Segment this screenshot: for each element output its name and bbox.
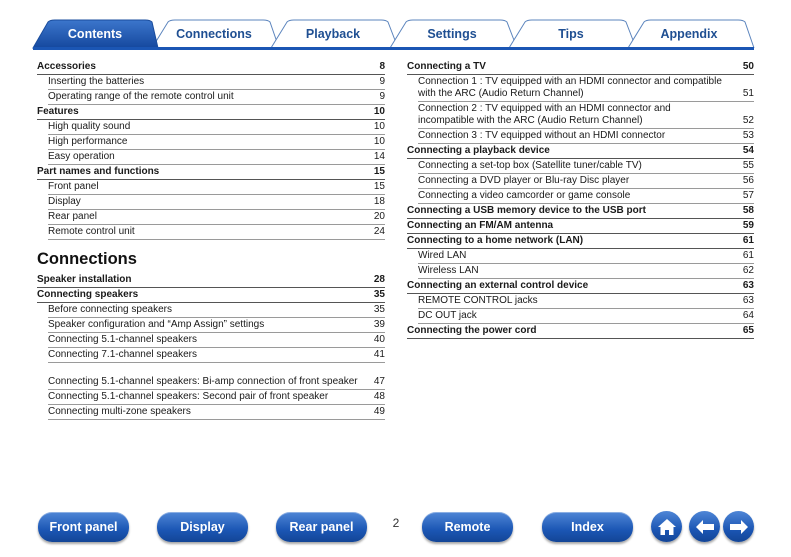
toc-subitem-link[interactable] [48,195,385,210]
index-button[interactable]: Index [542,512,633,542]
toc-subitem-link[interactable] [48,120,385,135]
toc-page-number: 40 [373,334,385,345]
toc-group-connections [37,273,385,420]
toc-entry-title: Connecting a DVD player or Blu-ray Disc player [418,175,630,186]
toc-entry-title: Before connecting speakers [48,304,172,315]
display-button[interactable]: Display [157,512,248,542]
toc-subitem-link[interactable] [418,129,754,144]
toc-subitem-link[interactable] [418,75,754,102]
toc-subitem-link[interactable] [48,303,385,318]
toc-page-number: 63 [742,280,754,291]
toc-entry-title: Easy operation [48,151,115,162]
tab-appendix[interactable]: Appendix [660,27,718,41]
toc-heading-link[interactable] [407,234,754,249]
toc-entry-title: Features [37,106,79,117]
toc-subitem-link[interactable] [48,225,385,240]
toc-subitem-link[interactable] [48,348,385,363]
toc-entry-title: Connecting 7.1-channel speakers [48,349,197,360]
toc-page-number: 10 [373,106,385,117]
toc-subitem-link[interactable] [48,90,385,105]
toc-page-number: 20 [373,211,385,222]
toc-entry-title: Connecting 5.1-channel speakers: Bi-amp connection of front speaker [48,376,358,387]
toc-entry-title: Part names and functions [37,166,160,177]
toc-page-number: 65 [742,325,754,336]
toc-page-number: 62 [742,265,754,276]
toc-page-number: 8 [379,61,385,72]
tab-bar [0,0,791,52]
toc-entry-title: Speaker installation [37,274,132,285]
toc-entry-title: Connecting an external control device [407,280,589,291]
home-icon [657,518,677,536]
tab-connections[interactable]: Connections [176,27,252,41]
toc-entry-title: Connecting 5.1-channel speakers: Second pair of front speaker [48,391,329,402]
toc-entry-title: Rear panel [48,211,97,222]
toc-page-number: 59 [742,220,754,231]
toc-entry-title: Connecting to a home network (LAN) [407,235,584,246]
toc-subitem-link[interactable] [418,102,754,129]
tab-tips[interactable]: Tips [558,27,584,41]
toc-entry-title: Connection 3 : TV equipped without an HDMI connector [418,130,666,141]
toc-page-number: 52 [742,115,754,126]
toc-subitem-link[interactable] [48,318,385,333]
toc-page-number: 48 [373,391,385,402]
toc-page-number: 35 [373,289,385,300]
toc-entry-title: Connecting a playback device [407,145,550,156]
toc-entry-title: Operating range of the remote control unit [48,91,234,102]
toc-subitem-link[interactable] [48,180,385,195]
toc-subitem-link[interactable] [418,249,754,264]
toc-entry-title: REMOTE CONTROL jacks [418,295,538,306]
toc-page-number: 10 [373,136,385,147]
front-panel-button[interactable]: Front panel [38,512,129,542]
toc-page-number: 15 [373,181,385,192]
toc-page-number: 41 [373,349,385,360]
toc-page-number: 61 [742,235,754,246]
toc-heading-link[interactable] [407,204,754,219]
toc-entry-title: Accessories [37,61,96,72]
toc-entry-title: Connecting the power cord [407,325,537,336]
toc-heading-link[interactable] [37,165,385,180]
toc-subitem-link[interactable] [418,294,754,309]
toc-heading-link[interactable] [407,144,754,159]
toc-group-connections-continued [407,60,754,339]
toc-right-column [407,60,754,339]
toc-entry-title: Wireless LAN [418,265,479,276]
toc-entry-title: High performance [48,136,128,147]
toc-entry-title: Inserting the batteries [48,76,145,87]
remote-button[interactable]: Remote [422,512,513,542]
toc-subitem-link[interactable] [48,75,385,90]
toc-heading-link[interactable] [407,279,754,294]
toc-entry-title: Connecting an FM/AM antenna [407,220,554,231]
toc-page-number: 54 [742,145,754,156]
toc-entry-title: Connecting a video camcorder or game console [418,190,631,201]
toc-subitem-link[interactable] [418,309,754,324]
toc-page-number: 64 [742,310,754,321]
toc-entry-title: DC OUT jack [418,310,477,321]
forward-arrow-icon [729,519,749,535]
home-button[interactable] [651,511,682,542]
toc-entry-title: High quality sound [48,121,131,132]
toc-subitem-link[interactable] [48,390,385,405]
toc-heading-link[interactable] [407,219,754,234]
toc-page-number: 51 [742,88,754,99]
toc-page-number: 10 [373,121,385,132]
toc-subitem-link[interactable] [418,159,754,174]
tab-contents[interactable]: Contents [67,27,123,41]
tab-shapes [0,0,791,52]
toc-subitem-link[interactable] [418,264,754,279]
toc-entry-title: Front panel [48,181,99,192]
toc-page-number: 9 [379,76,385,87]
toc-entry-title: Connecting 5.1-channel speakers [48,334,197,345]
toc-page-number: 47 [373,376,385,387]
toc-page-number: 57 [742,190,754,201]
toc-entry-title: Speaker configuration and “Amp Assign” settings [48,319,265,330]
rear-panel-button[interactable]: Rear panel [276,512,367,542]
toc-entry-title: Connecting a TV [407,61,486,72]
toc-subitem-link[interactable] [48,363,385,390]
toc-heading-link[interactable] [37,273,385,288]
toc-page-number: 14 [373,151,385,162]
back-arrow-icon [695,519,715,535]
toc-page-number: 24 [373,226,385,237]
toc-entry-title: Connection 1 : TV equipped with an HDMI connector and compatible with the ARC (Audio Return Channel) [418,76,722,99]
toc-subitem-link[interactable] [48,405,385,420]
section-title-connections: Connections [37,250,137,268]
toc-subitem-link[interactable] [48,333,385,348]
toc-page-number: 35 [373,304,385,315]
toc-entry-title: Connecting multi-zone speakers [48,406,191,417]
toc-page-number: 58 [742,205,754,216]
toc-subitem-link[interactable] [48,150,385,165]
toc-left-column [37,60,385,420]
toc-page-number: 55 [742,160,754,171]
toc-page-number: 9 [379,91,385,102]
toc-subitem-link[interactable] [418,189,754,204]
toc-entry-title: Remote control unit [48,226,135,237]
toc-page-number: 28 [373,274,385,285]
toc-entry-title: Wired LAN [418,250,467,261]
toc-page-number: 61 [742,250,754,261]
back-button[interactable] [689,511,720,542]
forward-button[interactable] [723,511,754,542]
toc-page-number: 49 [373,406,385,417]
tab-settings[interactable]: Settings [427,27,477,41]
toc-entry-title: Connection 2 : TV equipped with an HDMI connector and incompatible with the ARC (Audio Return Channel) [418,103,671,126]
toc-subitem-link[interactable] [48,210,385,225]
toc-subitem-link[interactable] [418,174,754,189]
toc-page-number: 56 [742,175,754,186]
toc-group-general [37,60,385,240]
toc-entry-title: Connecting a USB memory device to the USB port [407,205,646,216]
toc-page-number: 53 [742,130,754,141]
toc-entry-title: Connecting speakers [37,289,139,300]
tab-playback[interactable]: Playback [305,27,361,41]
toc-page-number: 39 [373,319,385,330]
toc-heading-link[interactable] [407,60,754,75]
toc-heading-link[interactable] [407,324,754,339]
toc-heading-link[interactable] [37,288,385,303]
toc-page-number: 50 [742,61,754,72]
toc-page-number: 63 [742,295,754,306]
toc-heading-link[interactable] [37,60,385,75]
toc-entry-title: Display [48,196,81,207]
toc-subitem-link[interactable] [48,135,385,150]
toc-page-number: 18 [373,196,385,207]
page-number: 2 [392,516,400,530]
toc-heading-link[interactable] [37,105,385,120]
toc-entry-title: Connecting a set-top box (Satellite tuner/cable TV) [418,160,642,171]
toc-page-number: 15 [373,166,385,177]
